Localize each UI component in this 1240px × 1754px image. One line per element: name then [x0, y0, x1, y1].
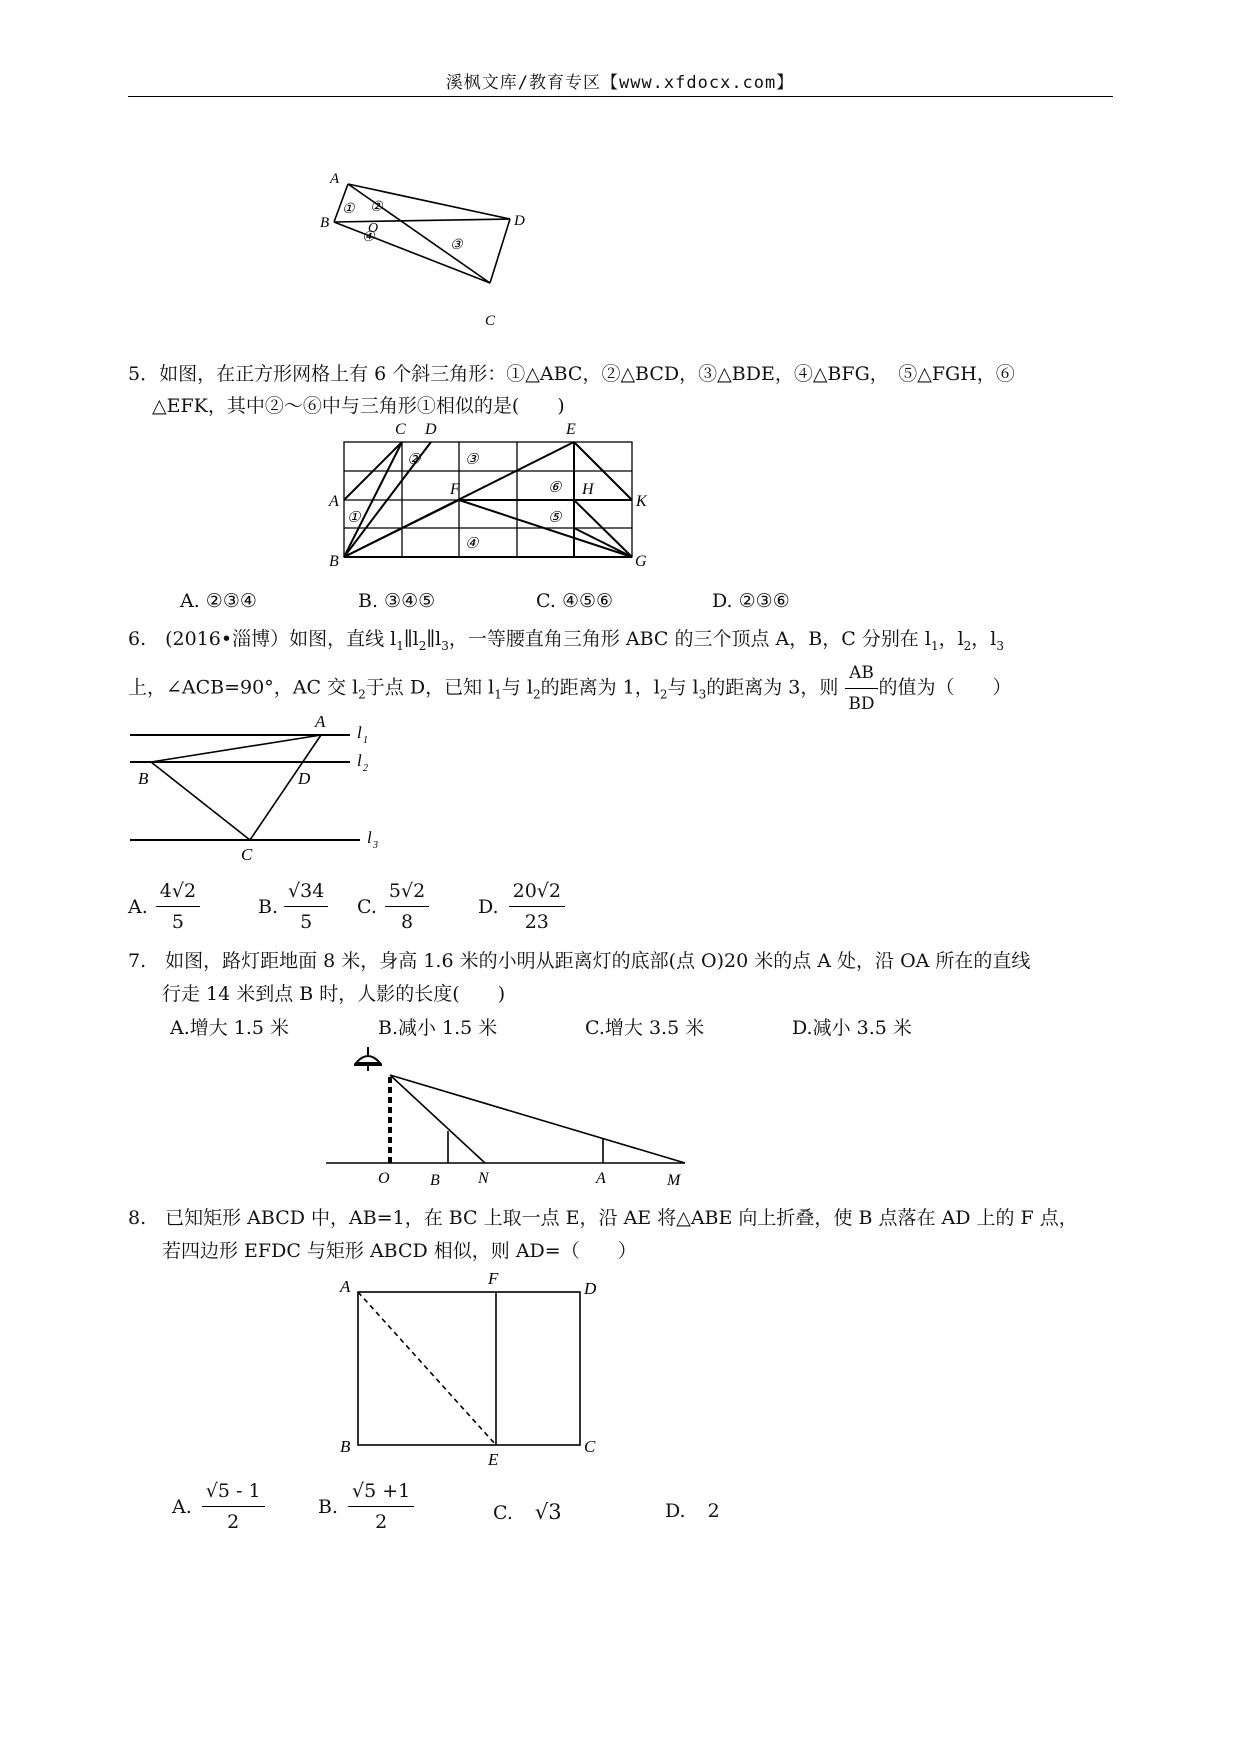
q6-option-d[interactable] [478, 878, 565, 935]
text-fragment: 1 [930, 638, 939, 653]
figure-grid-triangles [325, 420, 660, 570]
q6-line1 [128, 623, 1004, 662]
text-fragment: ，l [938, 628, 964, 650]
q7-line2: 行走 14 米到点 B 时，人影的长度( ) [162, 983, 506, 1005]
label-E: E [488, 1450, 499, 1469]
text-fragment: B. [258, 895, 279, 918]
text-fragment: 2 [532, 687, 541, 702]
text-fragment: 3 [698, 687, 707, 702]
region-4: ④ [362, 230, 375, 245]
figure-parallel-lines [125, 710, 405, 860]
label-H: H [582, 481, 594, 498]
q5-line1: 5．如图，在正方形网格上有 6 个斜三角形：①△ABC，②△BCD，③△BDE，④△BFG， ⑤△FGH，⑥ [128, 363, 1015, 385]
q5-option-b[interactable]: B. ③④⑤ [358, 590, 436, 612]
text-fragment: A. [128, 895, 148, 918]
q5-option-c[interactable]: C. ④⑤⑥ [536, 590, 614, 612]
text-fragment: ∥l [426, 628, 442, 650]
text-fragment: D. [665, 1500, 686, 1522]
label-D: D [425, 421, 437, 438]
text-fragment: 5 [300, 911, 313, 933]
text-fragment: D. [478, 895, 499, 918]
text-fragment: 5√2 [385, 878, 429, 907]
label-F: F [488, 1270, 499, 1288]
label-E: E [566, 421, 576, 438]
page-header: 溪枫文库/教育专区【www.xfdocx.com】 [445, 73, 795, 93]
q8-line2: 若四边形 EFDC 与矩形 ABCD 相似，则 AD=（ ） [162, 1240, 637, 1262]
text-fragment: 的距离为 3，则 [706, 676, 839, 699]
label-l2-sub: 2 [363, 763, 368, 774]
text-fragment: AB [845, 660, 878, 689]
region-1: ① [347, 510, 361, 526]
text-fragment: 2 [707, 1500, 720, 1522]
q7-option-b[interactable]: B.减小 1.5 米 [378, 1017, 498, 1039]
label-C: C [485, 313, 496, 329]
text-fragment: 4√2 [156, 878, 200, 907]
text-fragment: A. [172, 1495, 192, 1518]
region-2: ② [407, 452, 421, 468]
text-fragment: 3 [996, 638, 1005, 653]
q6-option-a[interactable] [128, 878, 200, 935]
label-l1-sub: 1 [363, 735, 368, 746]
q8-option-a[interactable] [172, 1478, 265, 1535]
text-fragment: √5 +1 [348, 1478, 414, 1507]
text-fragment: 5 [171, 911, 184, 933]
label-A: A [340, 1277, 351, 1296]
text-fragment: 6. (2016•淄博）如图，直线 l [128, 628, 397, 650]
label-F: F [450, 481, 460, 498]
text-fragment: 与 l [667, 676, 699, 699]
region-5: ⑤ [548, 510, 562, 526]
label-D: D [298, 769, 311, 788]
text-fragment: 2 [375, 1511, 388, 1533]
text-fragment: 2 [227, 1511, 240, 1533]
label-C: C [395, 421, 406, 438]
q5-line2: △EFK，其中②～⑥中与三角形①相似的是( ) [152, 395, 565, 417]
header-divider [128, 96, 1113, 97]
label-C: C [584, 1437, 596, 1456]
region-3: ③ [450, 238, 463, 253]
region-1: ① [342, 202, 355, 217]
q7-option-d[interactable]: D.减小 3.5 米 [792, 1017, 912, 1039]
label-D: D [584, 1279, 597, 1298]
figure-rectangle-fold [330, 1270, 620, 1470]
label-l2: l [357, 751, 362, 770]
label-B: B [138, 769, 149, 788]
q7-line1: 7. 如图，路灯距地面 8 米，身高 1.6 米的小明从距离灯的底部(点 O)20 米的点 A 处，沿 OA 所在的直线 [128, 950, 1031, 972]
label-K: K [636, 493, 647, 510]
label-l3: l [367, 828, 372, 847]
text-fragment: 于点 D，已知 l [365, 676, 495, 699]
label-C: C [241, 845, 253, 860]
q6-option-c[interactable] [357, 878, 429, 935]
text-fragment: ∥l [403, 628, 419, 650]
label-A: A [330, 171, 340, 187]
text-fragment: 1 [396, 638, 404, 653]
q8-option-c[interactable] [493, 1500, 562, 1524]
label-l1: l [357, 723, 362, 742]
text-fragment: 上，∠ACB=90°，AC 交 l [128, 676, 359, 699]
q8-line1: 8. 已知矩形 ABCD 中，AB=1，在 BC 上取一点 E，沿 AE 将△ABE 向上折叠，使 B 点落在 AD 上的 F 点， [128, 1207, 1078, 1229]
label-l3-sub: 3 [373, 840, 378, 851]
text-fragment: 2 [659, 687, 668, 702]
label-A: A [315, 712, 326, 731]
text-fragment: 的距离为 1，l [540, 676, 660, 699]
text-fragment: 的值为（ ） [878, 676, 1012, 699]
text-fragment: 20√2 [509, 878, 565, 907]
text-fragment: 与 l [501, 676, 533, 699]
text-fragment: √3 [534, 1500, 562, 1524]
text-fragment: 2 [358, 687, 366, 702]
q8-option-b[interactable] [318, 1478, 414, 1535]
label-O: O [368, 221, 379, 236]
q6-line2 [128, 660, 1012, 717]
label-G: G [635, 553, 647, 570]
label-B: B [340, 1437, 351, 1456]
label-B: B [320, 215, 330, 231]
label-N: N [478, 1170, 489, 1187]
q6-option-b[interactable] [258, 878, 328, 935]
text-fragment: ，一等腰直角三角形 ABC 的三个顶点 A，B，C 分别在 l [448, 628, 931, 650]
text-fragment: ，l [971, 628, 997, 650]
q5-option-a[interactable]: A. ②③④ [180, 590, 257, 612]
figure-street-lamp [320, 1045, 700, 1190]
lamp-icon [354, 1047, 382, 1071]
text-fragment: 1 [494, 687, 502, 702]
label-M: M [667, 1172, 681, 1189]
text-fragment: BD [848, 694, 875, 714]
label-A: A [596, 1170, 606, 1187]
figure-quadrilateral [320, 165, 540, 340]
text-fragment: 23 [524, 911, 549, 933]
q7-option-a[interactable]: A.增大 1.5 米 [170, 1017, 290, 1039]
text-fragment: 8 [401, 911, 414, 933]
text-fragment: √5 - 1 [202, 1478, 265, 1507]
label-A: A [329, 493, 339, 510]
text-fragment: √34 [284, 878, 328, 907]
text-fragment: 3 [441, 638, 449, 653]
region-2: ② [370, 200, 383, 215]
text-fragment: C. [493, 1502, 513, 1524]
q8-option-d[interactable] [665, 1500, 720, 1522]
text-fragment: C. [357, 895, 377, 918]
region-4: ④ [465, 536, 479, 552]
region-6: ⑥ [548, 480, 562, 496]
region-3: ③ [465, 452, 479, 468]
text-fragment: 2 [418, 638, 427, 653]
q5-option-d[interactable]: D. ②③⑥ [712, 590, 790, 612]
text-fragment: 2 [963, 638, 972, 653]
label-B: B [430, 1172, 440, 1189]
text-fragment: B. [318, 1495, 339, 1518]
label-D: D [514, 213, 525, 229]
fraction-ab-bd [844, 660, 878, 717]
label-B: B [329, 553, 339, 570]
label-O: O [378, 1170, 390, 1187]
q7-option-c[interactable]: C.增大 3.5 米 [585, 1017, 705, 1039]
